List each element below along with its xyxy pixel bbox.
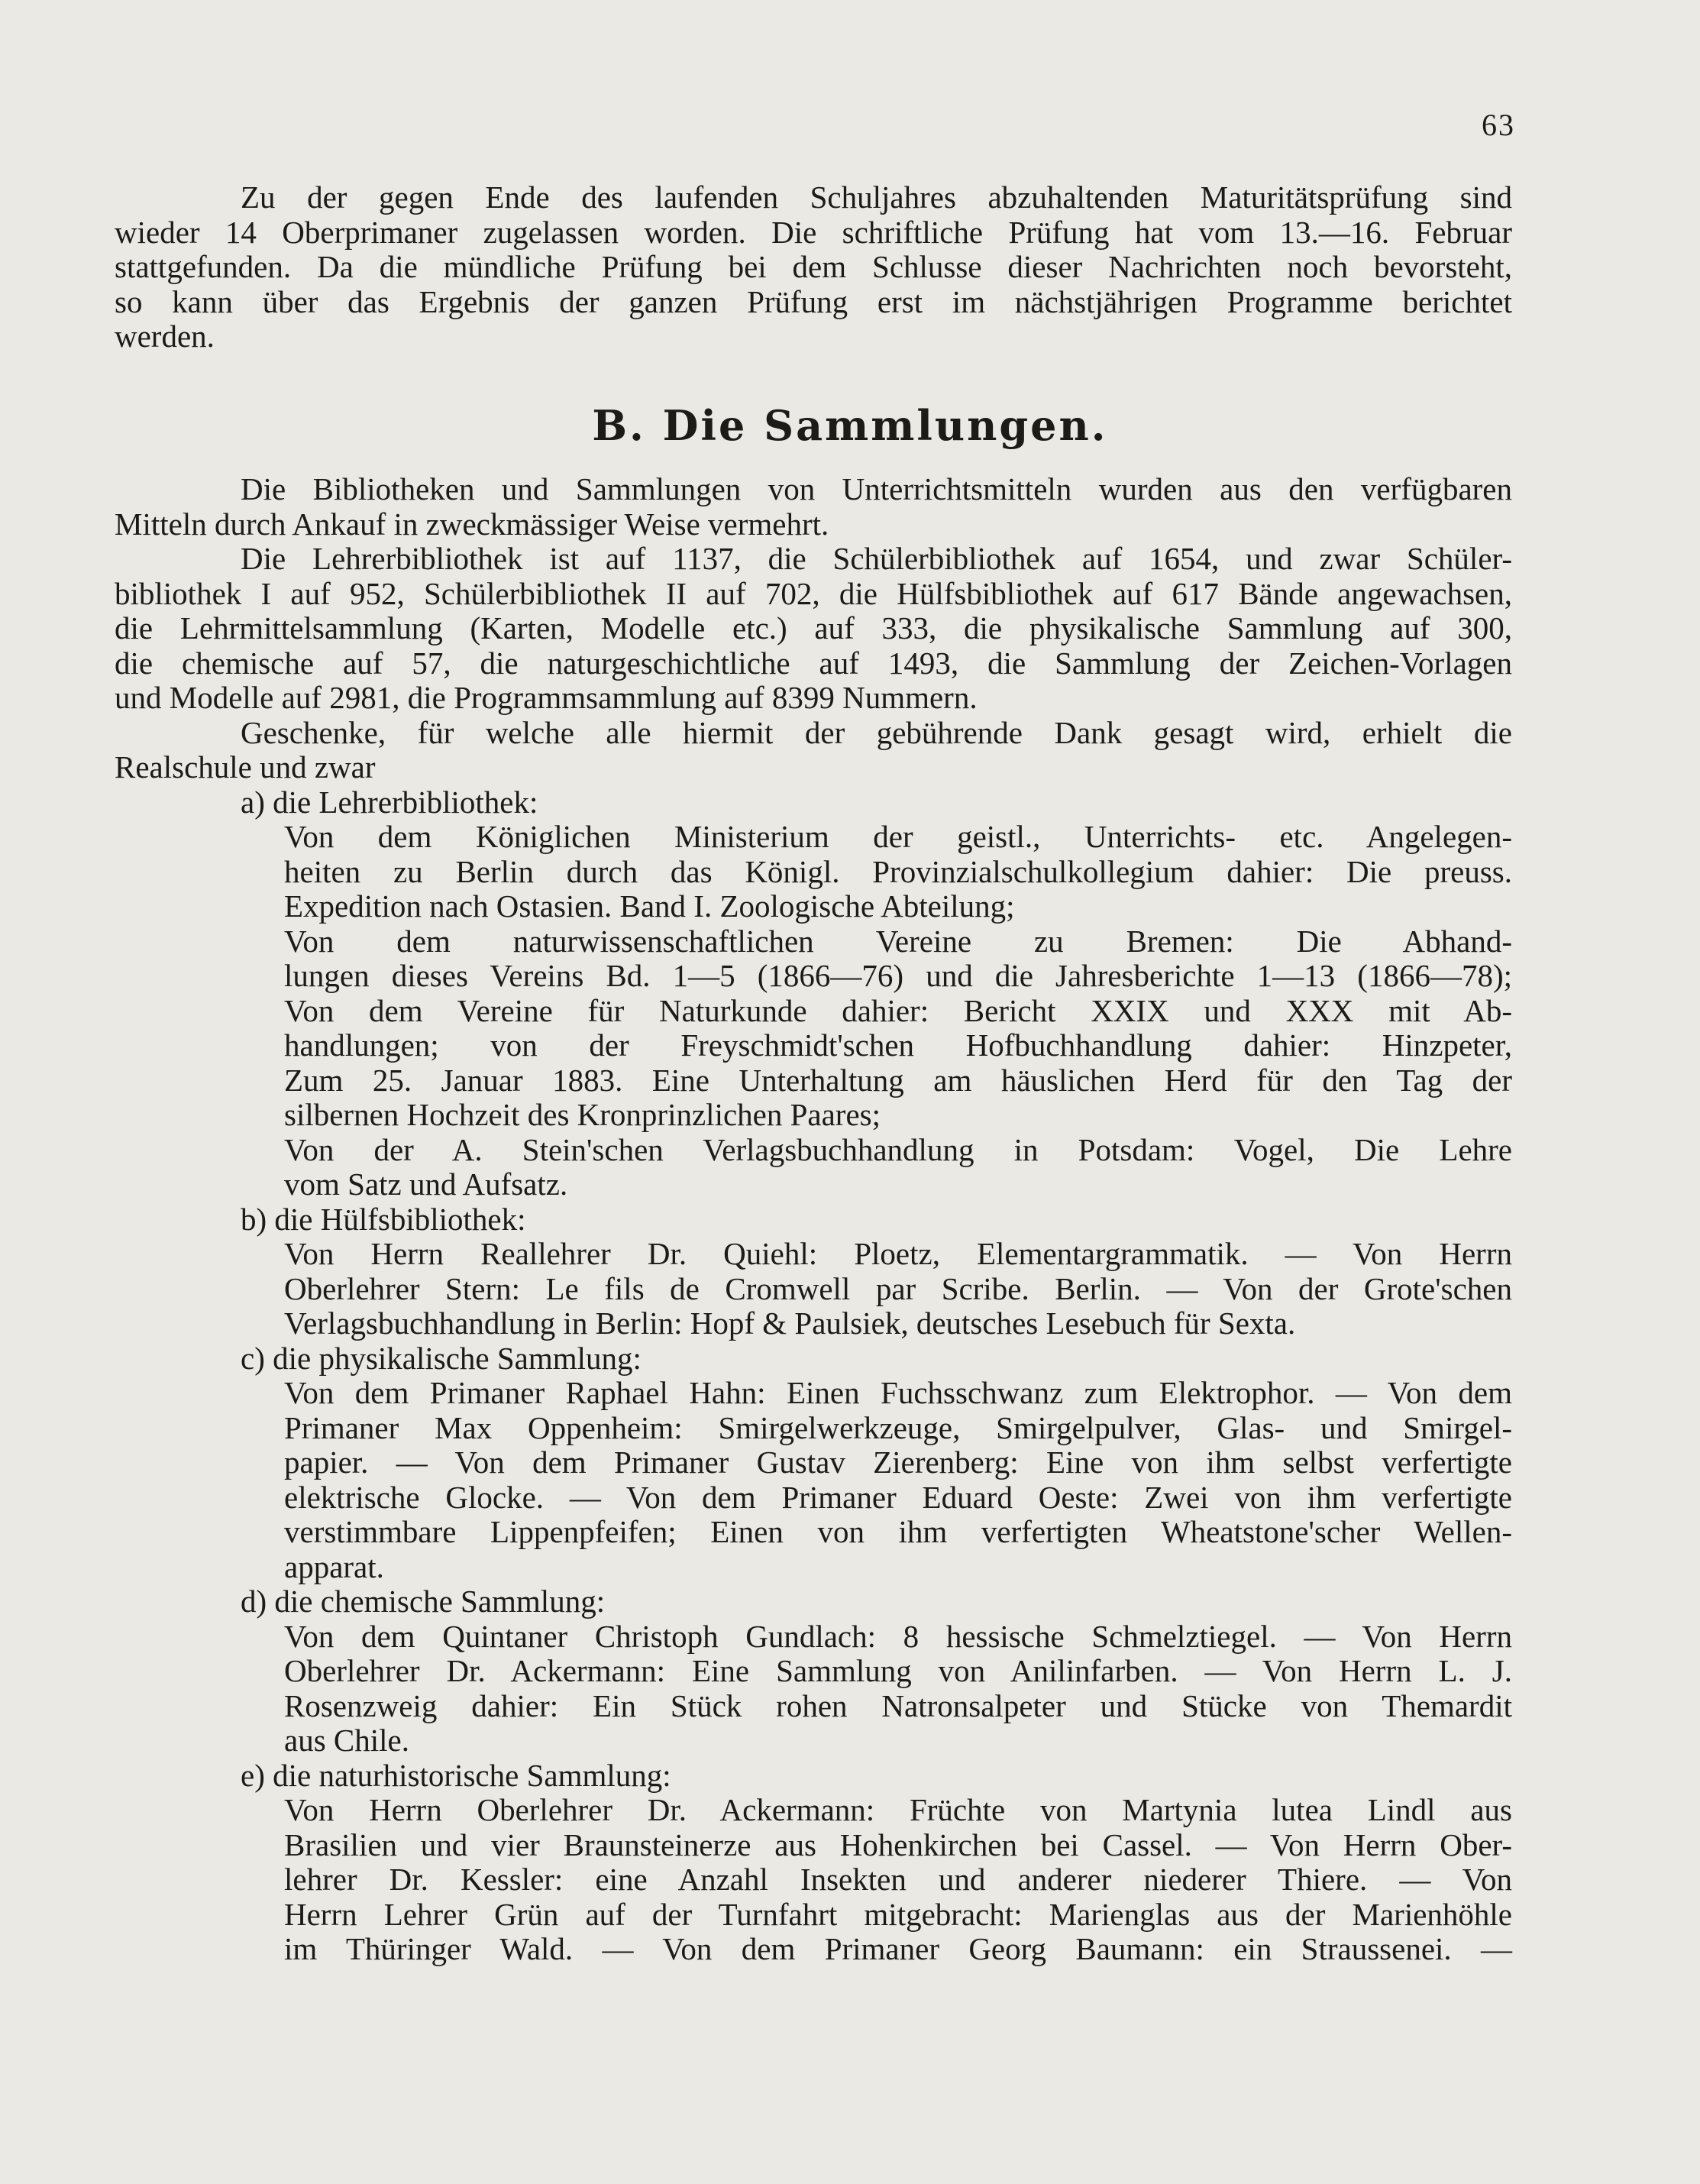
intro-text-block xyxy=(115,180,1512,354)
text-line: Von dem Primaner Raphael Hahn: Einen Fuchsschwanz zum Elektrophor. — Von dem xyxy=(284,1375,1512,1410)
gift-list-item-body xyxy=(115,1376,1512,1584)
gift-list-item-body xyxy=(115,1619,1512,1759)
text-line: aus Chile. xyxy=(284,1723,409,1758)
gift-list-item-body xyxy=(115,1237,1512,1341)
text-line: elektrische Glocke. — Von dem Primaner Eduard Oeste: Zwei von ihm verfertigte xyxy=(284,1479,1512,1515)
text-line: Von dem Vereine für Naturkunde dahier: Bericht XXIX und XXX mit Ab- xyxy=(284,992,1512,1028)
page-number: 63 xyxy=(1482,108,1515,142)
text-line: so kann über das Ergebnis der ganzen Prüfung erst im nächstjährigen Programme berichtet xyxy=(115,283,1512,319)
text-line: heiten zu Berlin durch das Königl. Provinzialschulkollegium dahier: Die preuss. xyxy=(284,853,1512,889)
gift-list-item-body xyxy=(115,820,1512,1202)
text-line: papier. — Von dem Primaner Gustav Zierenberg: Eine von ihm selbst verfertigte xyxy=(284,1445,1512,1480)
text-line: Expedition nach Ostasien. Band I. Zoologische Abteilung; xyxy=(284,888,1015,924)
text-line: Von dem Quintaner Christoph Gundlach: 8 hessische Schmelztiegel. — Von Herrn xyxy=(284,1618,1512,1654)
text-line: Von dem naturwissenschaftlichen Vereine zu Bremen: Die Abhand- xyxy=(284,923,1512,959)
text-line: Rosenzweig dahier: Ein Stück rohen Natronsalpeter und Stücke von Themardit xyxy=(284,1687,1512,1723)
text-line: bibliothek I auf 952, Schülerbibliothek II auf 702, die Hülfsbibliothek auf 617 Bände angewachsen, xyxy=(115,575,1512,611)
text-line: werden. xyxy=(115,319,215,354)
text-line: Von Herrn Oberlehrer Dr. Ackermann: Früchte von Martynia lutea Lindl aus xyxy=(284,1792,1512,1827)
text-line: handlungen; von der Freyschmidt'schen Hofbuchhandlung dahier: Hinzpeter, xyxy=(284,1027,1512,1063)
text-line: Von dem Königlichen Ministerium der geistl., Unterrichts- etc. Angelegen- xyxy=(284,819,1512,854)
text-line: Oberlehrer Stern: Le fils de Cromwell par Scribe. Berlin. — Von der Grote'schen xyxy=(284,1270,1512,1306)
gift-list-item-body xyxy=(115,1793,1512,1967)
gift-list-item-label: c) die physikalische Sammlung: xyxy=(241,1340,642,1376)
text-line: lehrer Dr. Kessler: eine Anzahl Insekten und anderer niederer Thiere. — Von xyxy=(284,1862,1512,1897)
text-line: Geschenke, für welche alle hiermit der gebührende Dank gesagt wird, erhielt die xyxy=(241,714,1512,750)
text-line: Mitteln durch Ankauf in zweckmässiger Weise vermehrt. xyxy=(115,506,829,542)
text-line: verstimmbare Lippenpfeifen; Einen von ihm verfertigten Wheatstone'scher Wellen- xyxy=(284,1514,1512,1549)
gift-list-item-label: e) die naturhistorische Sammlung: xyxy=(241,1757,671,1793)
intro-paragraph xyxy=(115,180,1512,354)
text-line: Von Herrn Reallehrer Dr. Quiehl: Ploetz, Elementargrammatik. — Von Herrn xyxy=(284,1236,1512,1271)
text-line: vom Satz und Aufsatz. xyxy=(284,1166,568,1202)
gift-list xyxy=(115,785,1512,1967)
text-line: silbernen Hochzeit des Kronprinzlichen Paares; xyxy=(284,1097,881,1132)
text-line: die chemische auf 57, die naturgeschichtliche auf 1493, die Sammlung der Zeichen-Vorlagen xyxy=(115,645,1512,681)
gift-list-item-label: b) die Hülfsbibliothek: xyxy=(241,1201,526,1237)
text-line: Die Lehrerbibliothek ist auf 1137, die Schülerbibliothek auf 1654, und zwar Schüler- xyxy=(241,541,1512,576)
text-line: und Modelle auf 2981, die Programmsammlung auf 8399 Nummern. xyxy=(115,680,978,715)
text-line: Die Bibliotheken und Sammlungen von Unterrichtsmitteln wurden aus den verfügbaren xyxy=(241,471,1512,506)
collections-text-block xyxy=(115,472,1512,1967)
text-line: lungen dieses Vereins Bd. 1—5 (1866—76) und die Jahresberichte 1—13 (1866—78); xyxy=(284,958,1512,993)
text-line: Zum 25. Januar 1883. Eine Unterhaltung am häuslichen Herd für den Tag der xyxy=(284,1062,1512,1098)
text-line: Brasilien und vier Braunsteinerze aus Hohenkirchen bei Cassel. — Von Herrn Ober- xyxy=(284,1826,1512,1862)
text-line: Oberlehrer Dr. Ackermann: Eine Sammlung von Anilinfarben. — Von Herrn L. J. xyxy=(284,1653,1512,1688)
gift-list-item-label: a) die Lehrerbibliothek: xyxy=(241,784,538,820)
section-heading: B. Die Sammlungen. xyxy=(592,401,1108,450)
paragraph-gifts xyxy=(115,716,1512,785)
text-line: Herrn Lehrer Grün auf der Turnfahrt mitgebracht: Marienglas aus der Marienhöhle xyxy=(284,1896,1512,1932)
text-line: stattgefunden. Da die mündliche Prüfung bei dem Schlusse dieser Nachrichten noch bevorsteht, xyxy=(115,249,1512,284)
gift-list-item xyxy=(115,1759,1512,1967)
text-line: Von der A. Stein'schen Verlagsbuchhandlung in Potsdam: Vogel, Die Lehre xyxy=(284,1131,1512,1167)
gift-list-item-label: d) die chemische Sammlung: xyxy=(241,1584,606,1619)
gift-list-item xyxy=(115,785,1512,1202)
text-line: Primaner Max Oppenheim: Smirgelwerkzeuge, Smirgelpulver, Glas- und Smirgel- xyxy=(284,1409,1512,1445)
text-line: Zu der gegen Ende des laufenden Schuljahres abzuhaltenden Maturitätsprüfung sind xyxy=(241,180,1512,215)
text-line: im Thüringer Wald. — Von dem Primaner Georg Baumann: ein Straussenei. — xyxy=(284,1931,1512,1966)
paragraph-acquisitions xyxy=(115,472,1512,542)
text-line: Verlagsbuchhandlung in Berlin: Hopf & Paulsiek, deutsches Lesebuch für Sexta. xyxy=(284,1306,1296,1341)
paragraph-counts xyxy=(115,542,1512,716)
text-line: die Lehrmittelsammlung (Karten, Modelle etc.) auf 333, die physikalische Sammlung auf 300, xyxy=(115,610,1512,645)
text-line: apparat. xyxy=(284,1548,384,1584)
text-line: Realschule und zwar xyxy=(115,749,376,785)
gift-list-item xyxy=(115,1584,1512,1759)
text-line: wieder 14 Oberprimaner zugelassen worden. Die schriftliche Prüfung hat vom 13.—16. Februar xyxy=(115,214,1512,250)
gift-list-item xyxy=(115,1341,1512,1585)
gift-list-item xyxy=(115,1202,1512,1341)
